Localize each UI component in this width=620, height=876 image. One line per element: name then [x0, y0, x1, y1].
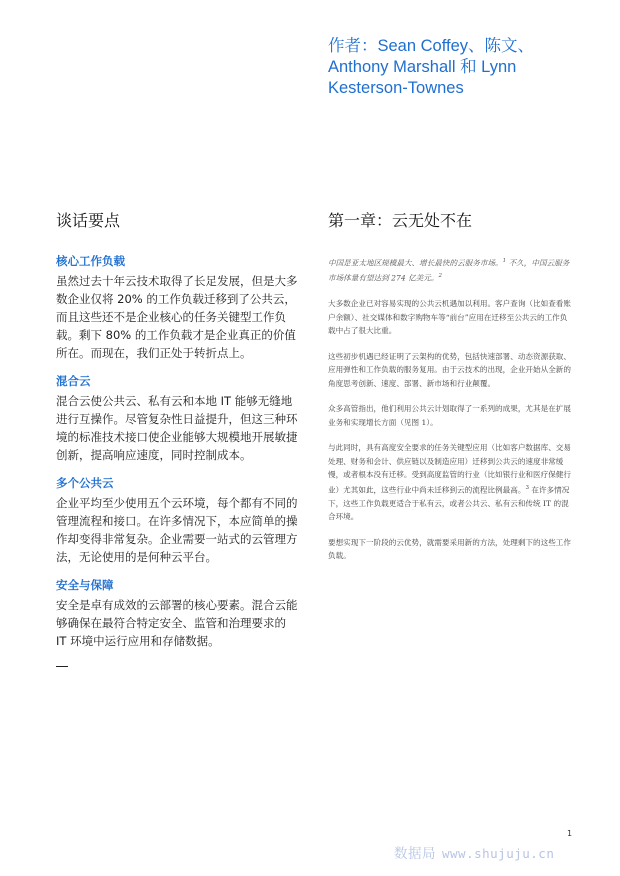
watermark-cn: 数据局 — [394, 846, 436, 862]
takeaway-heading: 核心工作负载 — [56, 254, 125, 268]
paragraph-4-text-a: 与此同时，具有高度安全要求的任务关键型应用（比如客户数据库、交易处理、财务和会计、供应链以及制造应用）迁移到公共云的速度非常缓慢，或者根本没有迁移。受到高度监管的行业（比如银行业和医疗保健行业）尤其如此，这些行业中尚未迁移到云的流程比例最高。 — [328, 443, 571, 495]
body-paragraph-4 — [328, 441, 572, 524]
takeaway-core-workloads — [56, 253, 298, 362]
takeaway-hybrid-cloud — [56, 373, 298, 464]
intro-text-a: 中国是亚太地区规模最大、增长最快的云服务市场。 — [328, 258, 503, 268]
watermark — [394, 842, 554, 862]
takeaway-body: 虽然过去十年云技术取得了长足发展，但是大多数企业仅将 20% 的工作负载迁移到了公共云，而且这些还不是企业核心的任务关键型工作负载。剩下 80% 的工作负载才是企业真正的价值所在。而现在，我们正处于转折点上。 — [56, 274, 298, 360]
takeaway-body: 混合云使公共云、私有云和本地 IT 能够无缝地进行互操作。尽管复杂性日益提升，但这三种环境的标准技术接口使企业能够大规模地开展敏捷创新，提高响应速度，同时控制成本。 — [56, 394, 298, 462]
talking-points-column — [56, 208, 298, 667]
authors-line-3: Kesterson-Townes — [328, 79, 464, 97]
authors-line-2: Anthony Marshall 和 Lynn — [328, 58, 517, 76]
footnote-ref-2: 2 — [438, 273, 442, 280]
talking-points-title: 谈话要点 — [56, 211, 121, 230]
intro-paragraph — [328, 255, 572, 285]
takeaway-heading: 多个公共云 — [56, 476, 114, 490]
takeaway-multiple-public-clouds — [56, 475, 298, 566]
authors-line-1: 作者：Sean Coffey、陈文、 — [328, 37, 535, 55]
footnote-ref-1: 1 — [502, 258, 507, 264]
body-paragraph-3: 众多高管指出，他们利用公共云计划取得了一系列的成果，尤其是在扩展业务和实现增长方面（见图 1）。 — [328, 404, 571, 427]
takeaway-security — [56, 577, 298, 650]
takeaway-heading: 混合云 — [56, 374, 91, 388]
takeaway-body: 企业平均至少使用五个云环境，每个都有不同的管理流程和接口。在许多情况下，本应简单的操作却变得非常复杂。企业需要一站式的云管理方法，无论使用的是何种云平台。 — [56, 496, 298, 564]
paragraph-4-text-b: 在许多情况下，这些工作负载更适合于私有云，或者公共云、私有云和传统 IT 的混合环境。 — [328, 485, 570, 522]
body-paragraph-2: 这些初步机遇已经证明了云架构的优势，包括快速部署、动态资源获取、应用弹性和工作负载的服务复用。由于云技术的出现，企业开始从全新的角度思考创新、速度、部署、新市场和行业颠覆。 — [328, 351, 571, 388]
chapter-title: 第一章：云无处不在 — [328, 211, 473, 230]
watermark-url: www.shujuju.cn — [442, 846, 555, 861]
footnote-ref-3: 3 — [525, 484, 529, 491]
takeaway-body: 安全是卓有成效的云部署的核心要素。混合云能够确保在最符合特定安全、监管和治理要求的 IT 环境中运行应用和存储数据。 — [56, 598, 298, 648]
page-number: 1 — [567, 829, 573, 838]
authors-block — [328, 36, 588, 99]
body-paragraph-1: 大多数企业已对容易实现的公共云机遇加以利用。客户查询（比如查看账户余额）、社交媒体和数字购物车等“前台”应用在迁移至公共云的工作负载中占了很大比重。 — [328, 299, 571, 336]
body-paragraph-5: 要想实现下一阶段的云优势，就需要采用新的方法，处理剩下的这些工作负载。 — [328, 537, 571, 561]
intro-text-b: 不久，中国云服务市场体量有望达到 274 亿美元。 — [328, 258, 570, 283]
end-dash-divider — [56, 666, 68, 667]
chapter-one-column — [328, 208, 572, 575]
takeaway-heading: 安全与保障 — [56, 578, 114, 592]
